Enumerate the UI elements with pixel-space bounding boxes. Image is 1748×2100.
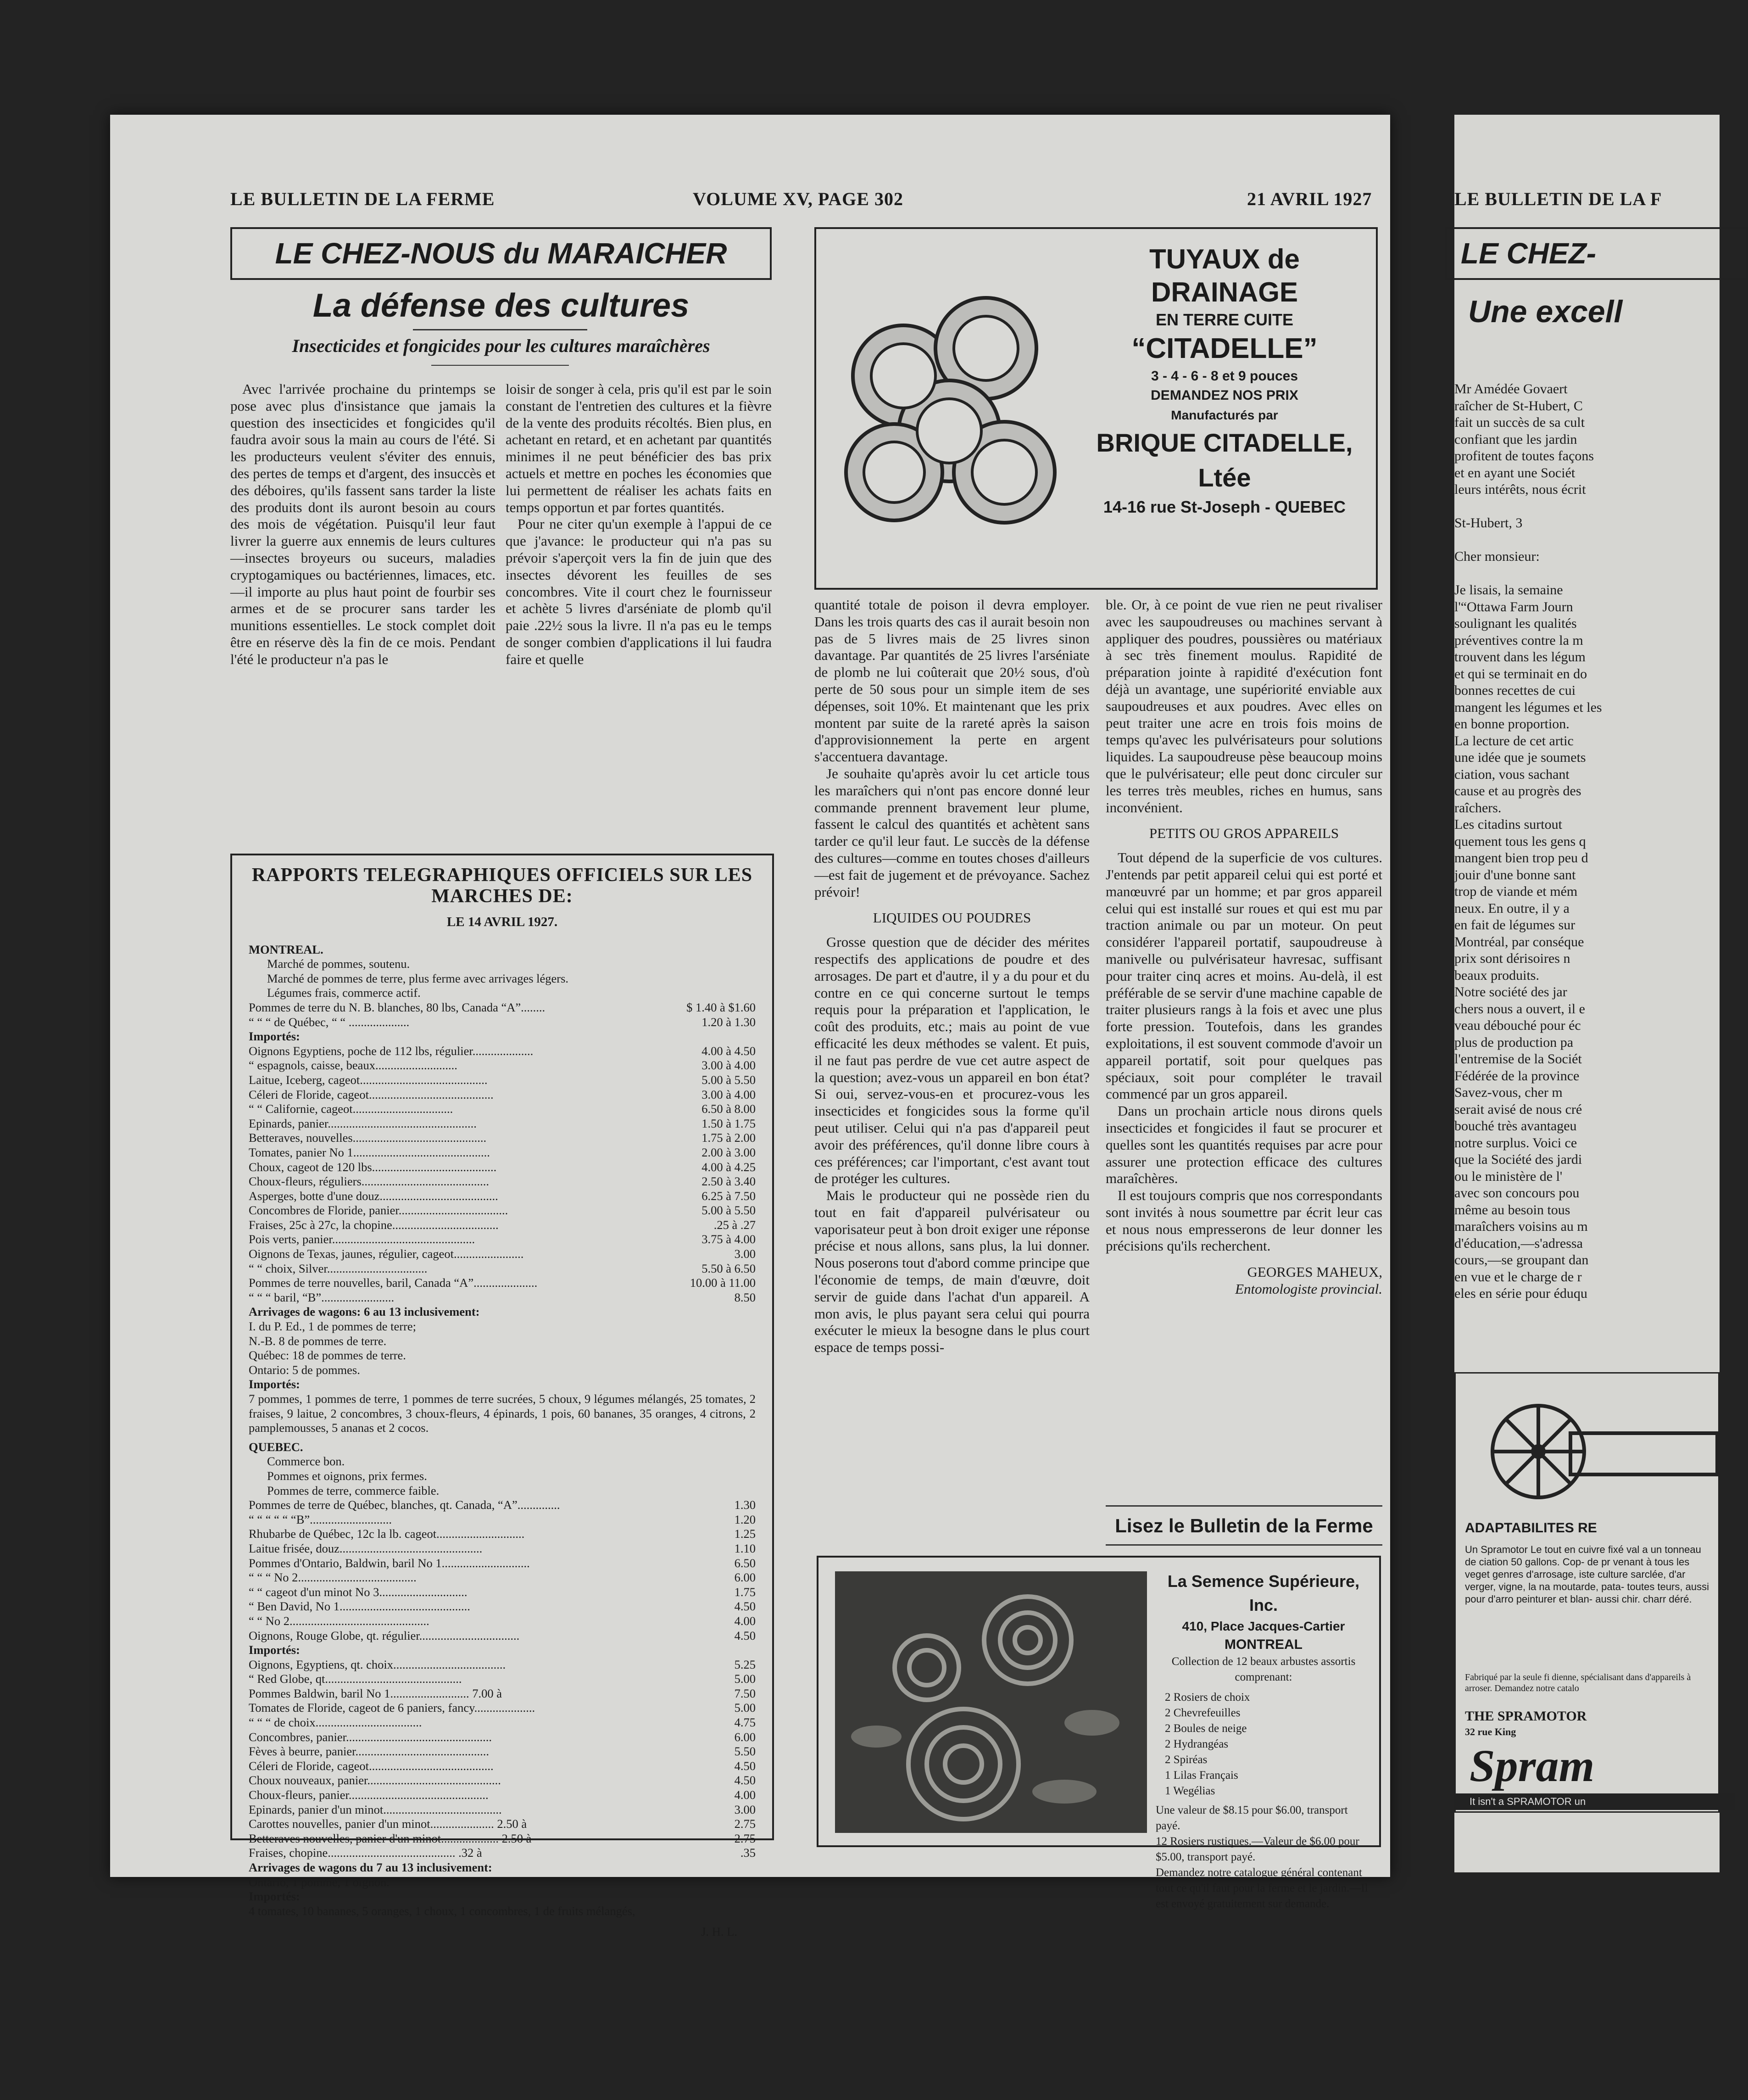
article-paragraph: Mais le producteur qui ne possède rien du tout en fait d'appareil pulvérisateur ou vaporisateur peut à bon droit exiger une réponse précise et nous allons, sans plus, la lui donner. Nous poserons tout d'abord comme principe que l'économie de temps, de main d'œuvre, doit servir de guide dans l'achat d'un appareil. A mon avis, le plus payant sera celui qui pourra exécuter le mieux la besogne dans le plus court espace de temps possi- [814,1187,1090,1356]
shrub-item: 2 Chevrefeuilles [1165,1707,1241,1719]
semence-address: 410, Place Jacques-Cartier [1182,1619,1345,1633]
shrub-list [1156,1690,1371,1799]
lisez-banner: Lisez le Bulletin de la Ferme [1115,1515,1373,1536]
article-column-1 [230,381,495,668]
price-value: 6.00 [734,1570,756,1585]
banner-rule-bottom [1106,1544,1382,1546]
price-item: Fèves à beurre, panier............................................ [249,1744,490,1759]
market-subheading: Arrivages de wagons du 7 au 13 inclusivement: [249,1860,492,1874]
price-row [249,1189,756,1204]
next-page-line: La lecture de cet artic [1454,733,1574,748]
wagon-line: Ontario: 5 de pommes. [249,1363,360,1377]
next-page-line: quement tous les gens q [1454,833,1586,849]
price-row [249,1058,756,1073]
price-row [249,1088,756,1102]
running-head-date: 21 AVRIL 1927 [1247,189,1372,209]
price-row [249,1513,756,1527]
article-paragraph: loisir de songer à cela, pris qu'il est par le soin constant de l'entretien des cultures et la fièvre de la vente des produits récoltés. Bien plus, en achetant en retard, et en achetant par quantités minimes il ne peut bénéficier des bas prix actuels et mettre en poches les économies que lui permettent de réaliser les achats faits en temps opportun et par fortes quantités. [506,381,772,515]
next-page-line: que la Société des jardi [1454,1152,1582,1167]
price-value: 5.00 [734,1672,756,1686]
price-value: 4.50 [734,1599,756,1614]
next-page-line: plus de production pa [1454,1034,1574,1050]
price-row [249,1232,756,1247]
semence-ad [817,1556,1381,1910]
next-page-text [1454,381,1720,1302]
price-value: 6.50 à 8.00 [701,1102,756,1116]
price-item: Céleri de Floride, cageot......................................... [249,1759,494,1773]
price-item: Laitue, Iceberg, cageot.......................................... [249,1072,488,1087]
price-value: 4.75 [734,1715,756,1730]
price-value: 1.20 à 1.30 [701,1015,756,1029]
next-page-line: trouvent dans les légum [1454,649,1586,665]
price-item: Oignons Egyptiens, poche de 112 lbs, régulier.................... [249,1044,534,1058]
market-note: Commerce bon. [267,1454,345,1469]
next-page-line: prix sont dérisoires n [1454,951,1570,966]
next-page-partial [1454,115,1720,1872]
article-paragraph: Je souhaite qu'après avoir lu cet article tous les maraîchers qui n'ont pas encore donné leur commande prennent bravement leur plume, fassent le calcul des quantités et achètent sans tarder ce qu'il leur faut. Le succès de la défense des cultures—comme en toutes choses d'ailleurs—est fait de jugement et de prévoyance. Sachez prévoir! [814,765,1090,900]
article-paragraph: quantité totale de poison il devra employer. Dans les trois quarts des cas il aurait besoin non pas de 5 livres mais de 25 livres sinon davantage. Par quantités de 25 livres l'arséniate de plomb ne lui coûterait que 20½ sous, d'où perte de 50 sous pour un simple item de ses dépenses, soit 10%. Et maintenant que les prix montent par suite de la rareté après la saison d'approvisionnement la perte en argent s'accentuera davantage. [814,597,1090,765]
price-value: 2.00 à 3.00 [701,1145,756,1159]
article-column-4 [1106,597,1382,1298]
next-page-line: Savez-vous, cher m [1454,1085,1563,1100]
market-subheading: Importés: [249,1643,300,1657]
price-value: 1.20 [734,1512,756,1526]
price-item: Concombres, panier................................................ [249,1730,492,1744]
price-value: 7.50 [734,1686,756,1700]
wagon-imports: 7 pommes, 1 pommes de terre, 1 pommes de terre sucrées, 5 choux, 9 légumes mélangés, 25 tomates, 2 fraises, 9 laitue, 2 concombres, 3 choux-fleurs, 4 épinards, 1 pois, 60 bananes, 35 oranges, 4 citrons, 2 pamplemousses, 5 ananas et 2 cocos. [249,1392,756,1435]
price-value: 4.00 [734,1788,756,1802]
price-value: 10.00 à 11.00 [690,1276,756,1290]
next-page-line: Fédérée de la province [1454,1068,1580,1084]
market-note: Légumes frais, commerce actif. [267,986,421,1000]
price-item: Céleri de Floride, cageot......................................... [249,1087,494,1101]
author-title: Entomologiste provincial. [1235,1281,1382,1297]
price-item: Tomates, panier No 1............................................. [249,1145,490,1159]
next-page-line: serait avisé de nous cré [1454,1101,1582,1117]
wagon-line: Québec: 18 de pommes de terre. [249,1348,406,1363]
price-row [249,1044,756,1059]
price-row [249,1131,756,1145]
price-item: Fraises, chopine.......................................... .32 à [249,1846,482,1860]
price-row [249,1759,756,1774]
price-item: Pommes de terre nouvelles, baril, Canada “A”..................... [249,1276,538,1290]
next-page-line: Cher monsieur: [1454,549,1540,564]
article-paragraph: Dans un prochain article nous dirons quels insecticides et fongicides il faut se procurer et quelles sont les quantités requises par acre pour assurer une protection efficace des cultures maraîchères. [1106,1103,1382,1187]
next-page-line: en vue et le charge de r [1454,1269,1582,1285]
price-row [249,1218,756,1233]
semence-offer: Une valeur de $8.15 pour $6.00, transport payé. [1156,1804,1348,1832]
price-row [249,1832,756,1846]
price-value: 1.25 [734,1527,756,1541]
price-row [249,1247,756,1262]
price-item: Pommes de terre de Québec, blanches, qt. Canada, “A”.............. [249,1498,560,1512]
price-item: “ “ No 2.............................................. [249,1614,429,1628]
price-item: Betteraves, nouvelles............................................ [249,1131,487,1145]
next-page-line: mangent les légumes et les [1454,699,1602,715]
price-item: “ “ cageot d'un minot No 3............................. [249,1585,468,1599]
subheading-liquides: LIQUIDES OU POUDRES [873,910,1031,926]
price-item: “ “ Californie, cageot................................. [249,1102,453,1116]
price-value: 3.00 à 4.00 [701,1058,756,1072]
price-list-quebec-imports [249,1658,756,1860]
next-page-line: et en ayant une Sociét [1454,465,1575,480]
next-page-line: raîcher de St-Hubert, C [1454,398,1583,413]
next-page-line: l'entremise de la Sociét [1454,1051,1582,1067]
price-item: Oignons, Rouge Globe, qt. régulier................................. [249,1628,520,1642]
market-note: Marché de pommes, soutenu. [267,957,410,971]
article-column-3 [814,597,1090,1356]
next-page-line: une idée que je soumets [1454,750,1586,765]
next-page-line: même au besoin tous [1454,1202,1570,1218]
next-title: Une excell [1468,294,1623,329]
next-page-line: Je lisais, la semaine [1454,582,1563,598]
price-row [249,1276,756,1290]
price-item: “ “ “ de choix................................... [249,1715,422,1730]
next-section-banner [1445,227,1748,280]
next-page-line: mangent bien trop peu d [1454,850,1588,866]
price-item: Rhubarbe de Québec, 12c la lb. cageot............................. [249,1527,525,1541]
semence-company: La Semence Supérieure, Inc. [1167,1572,1360,1614]
price-value: 3.00 [734,1247,756,1261]
price-row [249,1744,756,1759]
price-value: 3.00 à 4.00 [701,1087,756,1101]
price-list-quebec-local [249,1498,756,1643]
price-item: Concombres de Floride, panier.................................... [249,1203,508,1218]
price-row [249,1290,756,1305]
running-head-volume: VOLUME XV, PAGE 302 [693,189,903,209]
subheading-petits: PETITS OU GROS APPAREILS [1149,825,1339,842]
price-row [249,1262,756,1276]
market-signature: J. H. L. [701,1925,737,1939]
next-page-line: fait un succès de sa cult [1454,415,1585,430]
price-value: 8.50 [734,1290,756,1304]
price-item: “ “ “ No 2....................................... [249,1570,417,1585]
price-row [249,1788,756,1803]
market-city: MONTREAL. [249,942,323,956]
shrub-item: 1 Lilas Français [1165,1769,1238,1782]
next-page-line: bonnes recettes de cui [1454,683,1576,698]
next-page-line: neux. En outre, il y a [1454,900,1570,916]
price-item: Carottes nouvelles, panier d'un minot..................... 2.50 à [249,1817,527,1831]
price-value: 3.00 [734,1802,756,1816]
price-row [249,1614,756,1629]
price-value: 6.25 à 7.50 [701,1189,756,1203]
price-list-montreal-local [249,1000,756,1029]
article-paragraph: ble. Or, à ce point de vue rien ne peut rivaliser avec les saupoudreuses ou machines servant à appliquer des poudres, poussières ou matériaux à sec très finement moulus. Rapidité de préparation jointe à rapidité d'exécution font déjà un avantage, une supériorité enviable aux saupoudreuses et aux poudres. Avec elles on peut traiter une acre en trois fois moins de temps qu'avec les pulvérisateurs pour solutions liquides. La saupoudreuse pèse beaucoup moins que le pulvérisateur; elle peut donc circuler sur les terres très meubles, riches en humus, sans inconvénient. [1106,597,1382,815]
next-running-head: LE BULLETIN DE LA F [1454,189,1662,209]
article-paragraph: Grosse question que de décider des mérites respectifs des applications de poudre et des arrosages. De part et d'autre, il y a du pour et du contre en ce qui concerne surtout le temps requis pour la préparation et l'application, le coût des produits, etc.; mais au point de vue efficacité les deux méthodes se valent. Et puis, il ne faut pas perdre de vue cet autre aspect de la question; avez-vous un appareil en bon état? Si oui, servez-vous-en et procurez-vous les insecticides et fongicides sous la forme qu'il peut utiliser. Celui qui n'a pas d'appareil peut avoir des préférences, qu'il donne libre cours à ces préférences; car l'important, c'est avant tout de protéger les cultures. [814,934,1090,1187]
next-page-line: soulignant les qualités [1454,616,1577,631]
price-item: Choux-fleurs, réguliers.......................................... [249,1174,490,1189]
next-page-line: ciation, vous sachant [1454,766,1570,782]
ad-line: EN TERRE CUITE [1155,310,1294,329]
price-value: 4.50 [734,1628,756,1642]
ad-line: DEMANDEZ NOS PRIX [1151,388,1298,403]
ad-headline: TUYAUX de DRAINAGE [1149,244,1300,307]
semence-city: MONTREAL [1225,1637,1303,1652]
price-row [249,1687,756,1701]
ad-company: BRIQUE CITADELLE, Ltée [1096,428,1353,492]
price-item: “ “ “ de Québec, “ “ .................... [249,1015,410,1029]
shrub-item: 1 Wegélias [1165,1785,1215,1797]
next-page-line [1454,532,1720,549]
market-note: Pommes de terre, commerce faible. [267,1483,440,1497]
price-value: 4.00 [734,1614,756,1628]
price-value: 5.00 à 5.50 [701,1203,756,1218]
next-page-line: d'éducation,—s'adressa [1454,1235,1583,1251]
price-value: .25 à .27 [713,1218,756,1232]
price-item: Choux-fleurs, panier.............................................. [249,1788,489,1802]
next-page-line: cours,—se groupant dan [1454,1252,1589,1268]
price-value: 3.75 à 4.00 [701,1232,756,1246]
market-subheading: Importés: [249,1377,300,1391]
price-item: Pois verts, panier............................................... [249,1232,475,1246]
sprayer-illustration [1479,1383,1717,1511]
price-value: 4.00 à 4.25 [701,1160,756,1174]
price-value: 1.75 [734,1585,756,1599]
semence-offer: 12 Rosiers rustiques.—Valeur de $6.00 pour $5.00, transport payé. [1156,1835,1359,1863]
price-row [249,1498,756,1513]
price-row [249,1701,756,1715]
price-row [249,1102,756,1117]
article-column-2 [506,381,772,668]
price-value: .35 [740,1846,756,1860]
author-name: GEORGES MAHEUX, [1247,1264,1382,1280]
market-subheading: Importés: [249,1889,300,1904]
wagon-line: Ontario, 1 pomme, 1 oignon. [249,1875,390,1889]
price-row [249,1658,756,1672]
title-rule [413,329,587,330]
next-page-line: en fait de légumes sur [1454,917,1575,933]
price-value: $ 1.40 à $1.60 [686,1000,756,1014]
market-note: Pommes et oignons, prix fermes. [267,1469,427,1483]
price-value: 6.00 [734,1730,756,1744]
spramotor-ad [1454,1372,1720,1813]
price-row [249,1585,756,1600]
next-page-line: St-Hubert, 3 [1454,515,1523,531]
price-item: Fraises, 25c à 27c, la chopine................................... [249,1218,499,1232]
price-value: 5.00 à 5.50 [701,1072,756,1087]
price-value: 4.00 à 4.50 [701,1044,756,1058]
market-report-box [230,854,774,1939]
market-subheading: Arrivages de wagons: 6 au 13 inclusivement: [249,1305,480,1319]
price-row [249,1629,756,1643]
price-item: Choux, cageot de 120 lbs......................................... [249,1160,497,1174]
next-page-line: trop de viande et mém [1454,884,1578,899]
price-item: Choux nouveaux, panier............................................ [249,1773,501,1787]
market-report-title: RAPPORTS TELEGRAPHIQUES OFFICIELS SUR LES MARCHES DE: [251,865,753,907]
next-page-line: beaux produits. [1454,967,1539,983]
next-page-line [1454,565,1720,582]
price-row [249,1803,756,1817]
drainage-ad [814,227,1378,590]
price-value: 4.50 [734,1759,756,1773]
price-item: “ espagnols, caisse, beaux........................... [249,1058,457,1072]
price-row [249,1015,756,1030]
price-row [249,1203,756,1218]
next-page-line: cause et au progrès des [1454,783,1581,799]
wagon-imports: 4 tomates, 10 bananes, 5 oranges, 1 choux, 1 concombres, 1 de fruits mélangés, [249,1904,635,1918]
article-paragraph: Pour ne citer qu'un exemple à l'appui de ce que j'avance: le producteur qui n'a pas su prévoir s'aperçoit vers la fin de juin que des insectes dévorent les feuilles de ses concombres. Vite il court chez le fournisseur et achète 5 livres d'arséniate de plomb qu'il paie .22½ sous la livre. Il n'a pas eu le temps de songer combien d'applications il lui faudra faire et quelle [506,516,772,667]
price-row [249,1715,756,1730]
spramotor-address: 32 rue King [1465,1726,1516,1737]
price-value: 5.50 [734,1744,756,1759]
next-section-title: LE CHEZ- [1461,237,1597,270]
next-page-line: eles en série pour éduqu [1454,1286,1587,1301]
price-row [249,1730,756,1745]
price-value: 1.10 [734,1541,756,1555]
roses-photo [835,1571,1147,1833]
price-row [249,1527,756,1541]
price-row [249,1174,756,1189]
spramotor-headline: ADAPTABILITES RE [1465,1520,1597,1536]
price-value: 6.50 [734,1556,756,1570]
ad-address: 14-16 rue St-Joseph - QUEBEC [1103,497,1346,516]
price-item: “ “ “ baril, “B”........................ [249,1290,395,1304]
price-item: Pommes d'Ontario, Baldwin, baril No 1............................. [249,1556,530,1570]
price-item: Pommes Baldwin, baril No 1.......................... 7.00 à [249,1686,502,1700]
price-item: “ “ choix, Silver................................. [249,1261,428,1275]
article-paragraph: Avec l'arrivée prochaine du printemps se pose avec plus d'insistance que jamais la question des insecticides et fongicides qu'il faudra avoir sous la main au cours de l'été. Si les producteurs veulent s'éviter des ennuis, des pertes de temps et d'argent, des insuccès et des déboires, qu'ils fassent sans tarder la liste des produits dont ils auront besoin au cours des mois de végétation. Puisqu'il leur faut livrer la guerre aux ennemis de leurs cultures—insectes broyeurs ou suceurs, maladies cryptogamiques ou bactériennes, limaces, etc.—il importe au plus haut point de fourbir ses armes et de se procurer sans tarder les munitions essentielles. Le stock complet doit être en réserve dès la fin de ce mois. Pendant l'été le producteur n'a pas le [230,381,495,667]
shrub-item: 2 Rosiers de choix [1165,1691,1250,1703]
price-value: 1.75 à 2.00 [701,1131,756,1145]
newspaper-page [110,115,1390,1939]
price-value: 5.25 [734,1657,756,1671]
price-row [249,1672,756,1687]
next-page-line: veau débouché pour éc [1454,1018,1581,1033]
market-city: QUEBEC. [249,1440,303,1454]
next-page-line: Les citadins surtout [1454,817,1562,832]
price-value: 2.50 à 3.40 [701,1174,756,1189]
next-page-line: chers nous a ouvert, il e [1454,1001,1585,1016]
drainage-ad-text [1082,243,1367,519]
section-title: LE CHEZ-NOUS du MARAICHER [275,237,727,270]
ad-line: 3 - 4 - 6 - 8 et 9 pouces [1151,369,1298,384]
price-item: “ Red Globe, qt............................................. [249,1672,462,1686]
price-row [249,1073,756,1088]
article-title: La défense des cultures [312,287,690,324]
subtitle-rule [431,365,569,366]
next-page-line: préventives contre la m [1454,632,1583,648]
wagon-line: I. du P. Ed., 1 de pommes de terre; [249,1319,417,1334]
spramotor-tagline: It isn't a SPRAMOTOR un [1456,1793,1735,1810]
price-row [249,1846,756,1860]
next-page-line: Notre société des jar [1454,984,1567,1000]
market-subheading: Importés: [249,1029,300,1044]
next-page-line: leurs intérêts, nous écrit [1454,482,1586,497]
article-paragraph: Il est toujours compris que nos correspondants sont invités à nous soumettre par écrit leur cas et nous nous empresserons de leur donner les précisions qu'ils recherchent. [1106,1187,1382,1254]
running-head-paper: LE BULLETIN DE LA FERME [230,189,495,209]
spramotor-company: THE SPRAMOTOR [1465,1709,1587,1724]
article-subtitle: Insecticides et fongicides pour les cultures maraîchères [292,335,710,356]
price-value: 2.75 [734,1831,756,1845]
next-page-line: ou le ministère de l' [1454,1168,1563,1184]
price-item: Epinards, panier................................................. [249,1116,477,1130]
ad-brand: “CITADELLE” [1131,333,1318,364]
price-item: Betteraves nouvelles, panier d'un minot................... 2.50 à [249,1831,532,1845]
price-item: Oignons de Texas, jaunes, régulier, cageot....................... [249,1247,524,1261]
next-page-line: notre surplus. Voici ce [1454,1135,1577,1151]
spramotor-logo: Spram [1470,1740,1595,1791]
wagon-line: N.-B. 8 de pommes de terre. [249,1334,387,1348]
price-row [249,1000,756,1015]
article-paragraph: Tout dépend de la superficie de vos cultures. J'entends par petit appareil celui qui est porté et manœuvré par un homme; et par gros appareil celui qui est installé sur roues et qui est mu par traction animale ou par un moteur. On peut considérer l'appareil portatif, saupoudreuse à manivelle ou pulvérisateur havresac, suffisant pour traiter cinq acres et moins. Au-delà, il est préférable de se servir d'une machine capable de traiter plusieurs rangs à la fois et avec une plus forte pression. Toutefois, dans les grandes exploitations, il est souvent commode d'avoir un appareil portatif, soit pour quelques pas spéciaux, soit pour compléter le travail commencé par un gros appareil. [1106,849,1382,1102]
price-row [249,1773,756,1788]
price-row [249,1541,756,1556]
next-page-line: confiant que les jardin [1454,431,1577,447]
price-item: Oignons, Egyptiens, qt. choix..................................... [249,1657,506,1671]
price-item: Pommes de terre du N. B. blanches, 80 lbs, Canada “A”........ [249,1000,546,1014]
shrub-item: 2 Hydrangéas [1165,1738,1229,1750]
price-row [249,1145,756,1160]
price-row [249,1570,756,1585]
price-item: “ “ “ “ “ “B”........................... [249,1512,392,1526]
next-page-line: maraîchers voisins au m [1454,1219,1588,1234]
price-value: 1.50 à 1.75 [701,1116,756,1130]
section-banner [230,227,772,280]
price-item: “ Ben David, No 1........................................... [249,1599,470,1614]
next-page-line: et qui se terminait en do [1454,666,1587,681]
drainage-pipes-illustration [835,257,1073,559]
price-list-montreal-imports [249,1044,756,1305]
banner-rule-top [1106,1505,1382,1507]
next-page-line: en bonne proportion. [1454,716,1570,732]
price-value: 4.50 [734,1773,756,1787]
price-item: Epinards, panier d'un minot....................................... [249,1802,502,1816]
price-item: Tomates de Floride, cageot de 6 paniers, fancy.................... [249,1701,535,1715]
next-page-line: profitent de toutes façons [1454,448,1594,464]
price-value: 5.00 [734,1701,756,1715]
next-page-line: l'“Ottawa Farm Journ [1454,599,1573,614]
price-row [249,1556,756,1571]
price-row [249,1817,756,1832]
next-page-line: raîchers. [1454,800,1502,815]
price-row [249,1599,756,1614]
market-note: Marché de pommes de terre, plus ferme avec arrivages légers. [267,971,569,985]
spramotor-note: Fabriqué par la seule fi dienne, spécialisant dans d'appareils à arroser. Demandez notre catalo [1465,1672,1691,1693]
next-page-line [1454,498,1720,515]
ad-line: Manufacturés par [1171,408,1278,422]
next-page-line: Mr Amédée Govaert [1454,381,1568,397]
price-item: Asperges, botte d'une douz....................................... [249,1189,498,1203]
price-item: Laitue frisée, douz............................................... [249,1541,483,1555]
spramotor-body: Un Spramotor Le tout en cuivre fixé val a un tonneau de ciation 50 gallons. Cop- de pr venant à tous les veget genres d'arrosage, iste culture sarclée, d'ar verger, vigne, la na moutarde, pata- toutes teurs, aussi pour d'arro peinturer et blan- aussi chir. charr déré. [1465,1544,1709,1605]
price-row [249,1160,756,1175]
shrub-item: 2 Boules de neige [1165,1722,1247,1735]
next-page-line: Montréal, par conséque [1454,934,1584,949]
next-page-line: avec son concours pou [1454,1185,1580,1201]
price-value: 2.75 [734,1817,756,1831]
next-page-line: jouir d'une bonne sant [1454,867,1576,882]
price-row [249,1117,756,1131]
semence-ad-text [1156,1569,1371,1912]
semence-intro: Collection de 12 beaux arbustes assortis comprenant: [1171,1655,1356,1683]
price-value: 1.30 [734,1498,756,1512]
price-value: 5.50 à 6.50 [701,1261,756,1275]
next-page-line: bouché très avantageu [1454,1118,1577,1134]
semence-offer: Demandez notre catalogue général contenant tout ce qu'il faut pour la ferme et le jardin.—Il est envoyé gratuitement sur demande. [1156,1866,1368,1910]
market-report-date: LE 14 AVRIL 1927. [446,915,558,929]
shrub-item: 2 Spiréas [1165,1754,1208,1766]
